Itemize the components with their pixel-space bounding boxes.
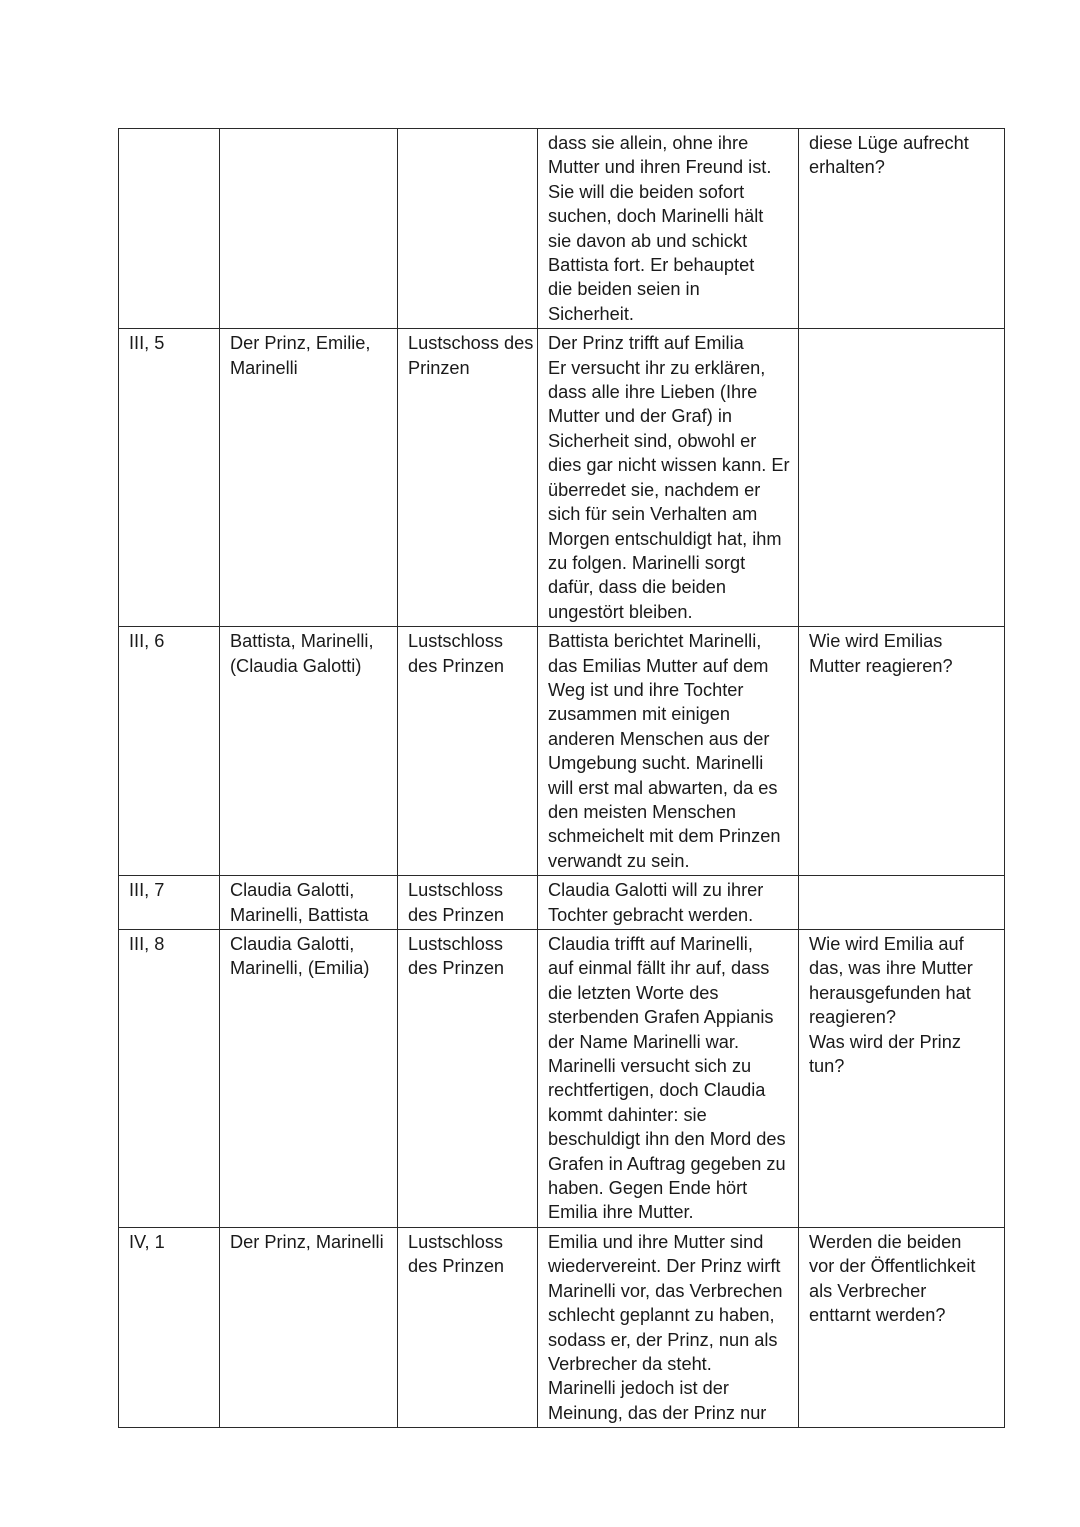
place-line: des Prinzen: [408, 958, 505, 979]
content-line: dass alle ihre Lieben (Ihre: [548, 382, 758, 403]
scene-overview-table: [118, 128, 1005, 1428]
content-line: anderen Menschen aus der: [548, 728, 770, 749]
table-row: [119, 876, 1005, 930]
content-cell: [538, 1227, 799, 1427]
act-scene-cell: [119, 1227, 220, 1427]
content-line: überredet sie, nachdem er: [548, 479, 761, 500]
questions-line: erhalten?: [809, 157, 885, 178]
act-scene-label: III, 5: [129, 333, 165, 354]
content-line: Er versucht ihr zu erklären,: [548, 357, 766, 378]
content-line: die letzten Worte des: [548, 982, 719, 1003]
persons-cell: [220, 329, 398, 627]
content-line: Battista fort. Er behauptet: [548, 255, 755, 276]
persons-line: Claudia Galotti,: [230, 880, 355, 901]
content-line: Verbrecher da steht.: [548, 1353, 712, 1374]
act-scene-label: IV, 1: [129, 1231, 165, 1252]
content-line: Morgen entschuldigt hat, ihm: [548, 528, 782, 549]
questions-line: reagieren?: [809, 1007, 896, 1028]
content-line: sodass er, der Prinz, nun als: [548, 1329, 778, 1350]
questions-cell: [799, 627, 1005, 876]
place-line: Lustschloss: [408, 631, 504, 652]
content-line: das Emilias Mutter auf dem: [548, 655, 769, 676]
content-line: Mutter und der Graf) in: [548, 406, 732, 427]
questions-line: das, was ihre Mutter: [809, 958, 973, 979]
content-line: zu folgen. Marinelli sorgt: [548, 552, 746, 573]
act-scene-cell: [119, 930, 220, 1228]
questions-line: Was wird der Prinz: [809, 1031, 961, 1052]
content-line: sich für sein Verhalten am: [548, 504, 758, 525]
table-body: [119, 129, 1005, 1428]
questions-line: Wie wird Emilia auf: [809, 934, 964, 954]
questions-line: tun?: [809, 1056, 845, 1077]
content-line: Battista berichtet Marinelli,: [548, 631, 762, 652]
questions-cell: [799, 329, 1005, 627]
questions-cell: [799, 129, 1005, 329]
table-row: [119, 329, 1005, 627]
content-line: Emilia und ihre Mutter sind: [548, 1231, 764, 1252]
act-scene-cell: [119, 627, 220, 876]
content-line: dafür, dass die beiden: [548, 577, 726, 598]
content-line: schlecht geplannt zu haben,: [548, 1305, 775, 1326]
content-line: suchen, doch Marinelli hält: [548, 206, 764, 227]
content-line: zusammen mit einigen: [548, 704, 730, 725]
content-cell: [538, 930, 799, 1228]
questions-line: vor der Öffentlichkeit: [809, 1256, 976, 1277]
content-line: dass sie allein, ohne ihre: [548, 133, 749, 153]
content-line: Claudia Galotti will zu ihrer: [548, 880, 764, 901]
persons-line: Claudia Galotti,: [230, 934, 355, 954]
place-line: des Prinzen: [408, 655, 505, 676]
table-row: [119, 1227, 1005, 1427]
questions-line: als Verbrecher: [809, 1280, 927, 1301]
content-line: wiedervereint. Der Prinz wirft: [548, 1256, 781, 1277]
content-line: Emilia ihre Mutter.: [548, 1202, 694, 1223]
content-line: Marinelli jedoch ist der: [548, 1378, 729, 1399]
persons-cell: [220, 129, 398, 329]
place-cell: [398, 1227, 538, 1427]
persons-line: Der Prinz, Emilie,: [230, 333, 371, 354]
persons-line: Battista, Marinelli,: [230, 631, 374, 652]
place-cell: [398, 129, 538, 329]
content-line: sterbenden Grafen Appianis: [548, 1007, 774, 1028]
questions-line: diese Lüge aufrecht: [809, 133, 969, 153]
content-line: verwandt zu sein.: [548, 850, 690, 871]
persons-line: (Claudia Galotti): [230, 655, 362, 676]
questions-line: Werden die beiden: [809, 1231, 962, 1252]
content-cell: [538, 876, 799, 930]
questions-cell: [799, 930, 1005, 1228]
questions-line: Wie wird Emilias: [809, 631, 943, 652]
content-cell: [538, 329, 799, 627]
act-scene-label: III, 6: [129, 631, 165, 652]
content-line: schmeichelt mit dem Prinzen: [548, 826, 781, 847]
act-scene-cell: [119, 329, 220, 627]
persons-line: Marinelli, Battista: [230, 904, 369, 925]
persons-cell: [220, 876, 398, 930]
questions-cell: [799, 876, 1005, 930]
content-line: Sicherheit.: [548, 303, 634, 324]
act-scene-cell: [119, 876, 220, 930]
content-line: beschuldigt ihn den Mord des: [548, 1129, 786, 1150]
content-line: Tochter gebracht werden.: [548, 904, 754, 925]
place-line: des Prinzen: [408, 904, 505, 925]
content-cell: [538, 627, 799, 876]
questions-line: enttarnt werden?: [809, 1305, 946, 1326]
content-line: den meisten Menschen: [548, 801, 737, 822]
questions-line: herausgefunden hat: [809, 982, 971, 1003]
persons-line: Marinelli: [230, 357, 298, 378]
document-page: [118, 128, 1004, 1428]
act-scene-cell: [119, 129, 220, 329]
place-line: Lustschloss: [408, 934, 504, 954]
table-row: [119, 129, 1005, 329]
content-line: auf einmal fällt ihr auf, dass: [548, 958, 770, 979]
place-line: Lustschloss: [408, 880, 504, 901]
table-row: [119, 930, 1005, 1228]
content-line: sie davon ab und schickt: [548, 230, 748, 251]
content-line: kommt dahinter: sie: [548, 1104, 707, 1125]
act-scene-label: III, 7: [129, 880, 165, 901]
content-line: Der Prinz trifft auf Emilia: [548, 333, 744, 354]
content-line: Grafen in Auftrag gegeben zu: [548, 1153, 786, 1174]
content-line: Marinelli versucht sich zu: [548, 1056, 752, 1077]
content-line: will erst mal abwarten, da es: [548, 777, 778, 798]
content-line: ungestört bleiben.: [548, 601, 693, 622]
place-cell: [398, 876, 538, 930]
content-line: Sie will die beiden sofort: [548, 181, 745, 202]
place-cell: [398, 627, 538, 876]
content-line: Meinung, das der Prinz nur: [548, 1402, 767, 1423]
questions-cell: [799, 1227, 1005, 1427]
content-line: rechtfertigen, doch Claudia: [548, 1080, 766, 1101]
table-row: [119, 627, 1005, 876]
persons-line: Der Prinz, Marinelli: [230, 1231, 384, 1252]
place-line: Lustschoss des: [408, 333, 534, 354]
persons-cell: [220, 1227, 398, 1427]
content-line: Mutter und ihren Freund ist.: [548, 157, 772, 178]
persons-line: Marinelli, (Emilia): [230, 958, 370, 979]
questions-line: Mutter reagieren?: [809, 655, 953, 676]
content-line: Sicherheit sind, obwohl er: [548, 430, 757, 451]
place-line: des Prinzen: [408, 1256, 505, 1277]
content-line: der Name Marinelli war.: [548, 1031, 740, 1052]
place-cell: [398, 329, 538, 627]
place-line: Prinzen: [408, 357, 470, 378]
persons-cell: [220, 627, 398, 876]
act-scene-label: III, 8: [129, 934, 165, 954]
content-line: dies gar nicht wissen kann. Er: [548, 455, 790, 476]
place-line: Lustschloss: [408, 1231, 504, 1252]
persons-cell: [220, 930, 398, 1228]
place-cell: [398, 930, 538, 1228]
content-line: haben. Gegen Ende hört: [548, 1178, 748, 1199]
content-line: Umgebung sucht. Marinelli: [548, 753, 764, 774]
content-line: Weg ist und ihre Tochter: [548, 679, 744, 700]
content-cell: [538, 129, 799, 329]
content-line: Claudia trifft auf Marinelli,: [548, 934, 753, 954]
content-line: Marinelli vor, das Verbrechen: [548, 1280, 783, 1301]
content-line: die beiden seien in: [548, 279, 700, 300]
